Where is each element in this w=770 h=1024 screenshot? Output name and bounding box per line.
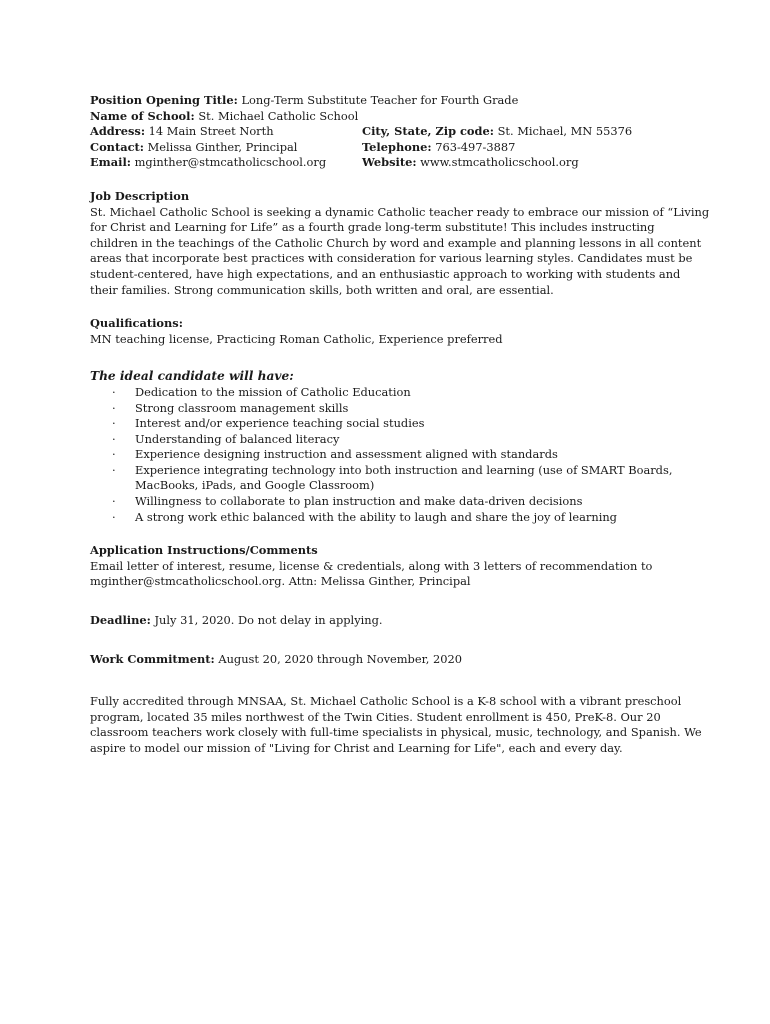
- position-title-label: Position Opening Title:: [90, 93, 238, 107]
- contact-grid: [90, 124, 690, 171]
- ideal-candidate-item-text: Experience designing instruction and assessment aligned with standards: [135, 447, 558, 462]
- ideal-candidate-item: [90, 463, 690, 494]
- ideal-candidate-item-text: Dedication to the mission of Catholic Education: [135, 384, 411, 399]
- about-school-body: [90, 694, 702, 756]
- telephone-value: 763-497-3887: [435, 139, 516, 154]
- work-commitment-label: Work Commitment:: [90, 651, 215, 666]
- ideal-candidate-item: [90, 447, 690, 463]
- application-line: mginther@stmcatholicschool.org. Attn: Melissa Ginther, Principal: [90, 574, 471, 589]
- school-name-label: Name of School:: [90, 108, 195, 123]
- address-value: 14 Main Street North: [148, 124, 274, 139]
- bullet-dot-icon: ·: [112, 462, 116, 477]
- qualifications-heading: Qualifications:: [90, 316, 183, 331]
- website-value[interactable]: www.stmcatholicschool.org: [420, 155, 579, 170]
- work-commitment-value: August 20, 2020 through November, 2020: [218, 651, 462, 666]
- telephone-label: Telephone:: [362, 139, 432, 154]
- bullet-dot-icon: ·: [112, 384, 116, 399]
- job-description-line: their families. Strong communication skills, both written and oral, are essential.: [90, 282, 554, 297]
- ideal-candidate-item: [90, 432, 690, 448]
- ideal-candidate-item-text: MacBooks, iPads, and Google Classroom): [135, 478, 375, 493]
- ideal-candidate-item-text: Strong classroom management skills: [135, 400, 349, 415]
- ideal-candidate-heading: The ideal candidate will have:: [90, 369, 294, 384]
- job-posting-document: [90, 93, 710, 757]
- telephone-row: [362, 140, 682, 156]
- bullet-dot-icon: ·: [112, 416, 116, 431]
- deadline-label: Deadline:: [90, 613, 151, 628]
- job-description-line: student-centered, have high expectations, and an enthusiastic approach to working with students and: [90, 266, 681, 281]
- ideal-candidate-item-text: Understanding of balanced literacy: [135, 431, 340, 446]
- about-line: classroom teachers work closely with full-time specialists in physical, music, technology, and Spanish. We: [90, 725, 702, 740]
- email-value[interactable]: mginther@stmcatholicschool.org: [134, 155, 327, 170]
- application-heading: Application Instructions/Comments: [90, 543, 318, 558]
- email-row: [90, 155, 362, 171]
- ideal-candidate-item: [90, 385, 690, 401]
- ideal-candidate-item-text: Experience integrating technology into both instruction and learning (use of SMART Boards,: [135, 462, 673, 477]
- contact-value: Melissa Ginther, Principal: [147, 139, 298, 154]
- address-label: Address:: [90, 124, 146, 139]
- application-body: [90, 559, 690, 590]
- bullet-dot-icon: ·: [112, 509, 116, 524]
- work-commitment-row: [90, 652, 690, 668]
- school-name-row: [90, 109, 690, 125]
- about-line: program, located 35 miles northwest of the Twin Cities. Student enrollment is 450, PreK-8. Our 20: [90, 709, 661, 724]
- about-line: Fully accredited through MNSAA, St. Michael Catholic School is a K-8 school with a vibrant preschool: [90, 694, 682, 709]
- city-value: St. Michael, MN 55376: [497, 124, 633, 139]
- job-description-heading: Job Description: [90, 188, 190, 203]
- job-description-line: St. Michael Catholic School is seeking a dynamic Catholic teacher ready to embrace our mission of “Living: [90, 204, 710, 219]
- contact-row: [90, 140, 362, 156]
- job-description-line: areas that incorporate best practices with consideration for various learning styles. Candidates must be: [90, 251, 693, 266]
- deadline-value: July 31, 2020. Do not delay in applying.: [154, 613, 383, 628]
- ideal-candidate-item: [90, 494, 690, 510]
- about-line: aspire to model our mission of "Living for Christ and Learning for Life", each and every day.: [90, 741, 623, 755]
- job-description-body: [90, 204, 710, 299]
- ideal-candidate-item: [90, 510, 690, 526]
- ideal-candidate-item-text: Willingness to collaborate to plan instruction and make data-driven decisions: [135, 494, 583, 509]
- ideal-candidate-item-text: A strong work ethic balanced with the ability to laugh and share the joy of learning: [135, 509, 617, 524]
- bullet-dot-icon: ·: [112, 400, 116, 415]
- email-label: Email:: [90, 155, 131, 170]
- bullet-dot-icon: ·: [112, 447, 116, 462]
- website-label: Website:: [362, 155, 417, 170]
- address-row: [90, 124, 362, 140]
- city-label: City, State, Zip code:: [362, 124, 494, 139]
- city-row: [362, 124, 682, 140]
- school-name-value: St. Michael Catholic School: [198, 108, 359, 123]
- deadline-row: [90, 613, 690, 629]
- ideal-candidate-list: [90, 385, 690, 525]
- bullet-dot-icon: ·: [112, 431, 116, 446]
- website-row: [362, 155, 682, 171]
- ideal-candidate-item: [90, 416, 690, 432]
- ideal-candidate-item-text: Interest and/or experience teaching social studies: [135, 416, 425, 431]
- ideal-candidate-item: [90, 401, 690, 417]
- job-description-line: children in the teachings of the Catholic Church by word and example and planning lessons in all content: [90, 235, 702, 250]
- qualifications-text: MN teaching license, Practicing Roman Catholic, Experience preferred: [90, 331, 503, 346]
- position-title-row: [90, 93, 690, 109]
- bullet-dot-icon: ·: [112, 494, 116, 509]
- position-title-value: Long-Term Substitute Teacher for Fourth Grade: [241, 93, 519, 107]
- job-description-line: for Christ and Learning for Life” as a fourth grade long-term substitute! This includes instructing: [90, 220, 655, 235]
- application-line: Email letter of interest, resume, license & credentials, along with 3 letters of recommendation to: [90, 558, 653, 573]
- contact-label: Contact:: [90, 139, 144, 154]
